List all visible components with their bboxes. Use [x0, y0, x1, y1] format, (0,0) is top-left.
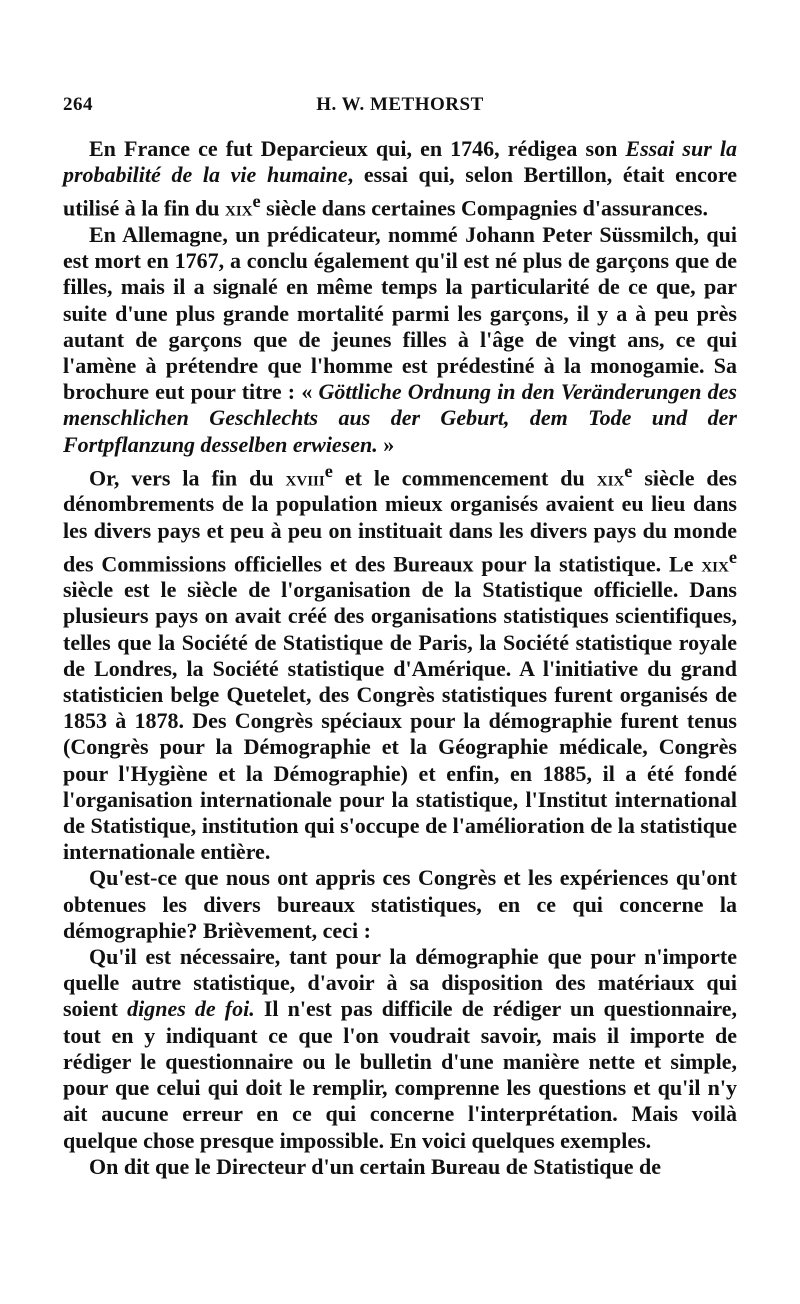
ordinal-superscript: e: [324, 460, 333, 481]
page-number: 264: [63, 94, 93, 115]
paragraph-census-history: Or, vers la fin du xviii$^e$ et le commencement du xix$^e$ siècle des dénombrements de la population mieux organisés avaient eu lieu dans les divers pays et peu à peu on instituait dans les divers pays du monde des Commissions officielles et des Bureaux pour la statistique. Le xix$^e$ siècle est le siècle de l'organisation de la Statistique officielle. Dans plusieurs pays on avait créé des organisations statistiques scientifiques, telles que la Société de Statistique de Paris, la Société statistique royale de Londres, la Société statistique d'Amérique. A l'initiative du grand statisticien belge Quetelet, des Congrès statistiques furent organisés de 1853 à 1878. Des Congrès spéciaux pour la démographie furent tenus (Congrès pour la Démographie et la Géographie médicale, Congrès pour l'Hygiène et la Démographie) et enfin, en 1885, il a été fondé l'organisation internationale pour la statistique, l'Institut international de Statistique, institution qui s'occupe de l'amélioration de la statistique internationale entière.: [63, 460, 737, 865]
ordinal-superscript: e: [624, 460, 633, 481]
century-numeral: xviii: [285, 465, 325, 491]
century-numeral: xix: [596, 465, 625, 491]
ordinal-superscript: e: [728, 546, 737, 567]
body-text: [63, 136, 737, 1180]
paragraph-materials: Qu'il est nécessaire, tant pour la démographie que pour n'importe quelle autre statistique, d'avoir à sa disposition des matériaux qui soient dignes de foi. Il n'est pas difficile de rédiger un questionnaire, tout en y indiquant ce que l'on voudrait savoir, mais il importe de rédiger le questionnaire ou le bulletin d'une manière nette et simple, pour que celui qui doit le remplir, comprenne les questions et qu'il n'y ait aucune erreur en ce qui concerne l'interprétation. Mais voilà quelque chose presque impossible. En voici quelques exemples.: [63, 944, 737, 1153]
emphasis: dignes de foi.: [127, 996, 255, 1022]
running-head: [63, 94, 737, 118]
work-title: Essai sur la probabilité de la vie humaine: [63, 136, 737, 188]
paragraph-sussmilch: En Allemagne, un prédicateur, nommé Johann Peter Süssmilch, qui est mort en 1767, a conclu également qu'il est né plus de garçons que de filles, mais il a signalé en même temps la particularité de ce que, par suite d'une plus grande mortalité parmi les garçons, il y a à peu près autant de garçons que de jeunes filles à l'âge de vingt ans, ce qui l'amène à prétendre que l'homme est prédestiné à la monogamie. Sa brochure eut pour titre : « Göttliche Ordnung in den Veränderungen des menschlichen Geschlechts aus der Geburt, dem Tode und der Fortpflanzung desselben erwiesen. »: [63, 221, 737, 457]
paragraph-deparcieux: En France ce fut Deparcieux qui, en 1746, rédigea son Essai sur la probabilité de la vie humaine, essai qui, selon Bertillon, était encore utilisé à la fin du xix$^e$ siècle dans certaines Compagnies d'assurances.: [63, 136, 737, 221]
paragraph-director: On dit que le Directeur d'un certain Bureau de Statistique de: [89, 1153, 662, 1179]
century-numeral: xix: [701, 551, 729, 577]
paragraph-question: Qu'est-ce que nous ont appris ces Congrès et les expériences qu'ont obtenues les divers bureaux statistiques, en ce qui concerne la démographie? Brièvement, ceci :: [63, 865, 737, 943]
work-title: Göttliche Ordnung in den Veränderungen des menschlichen Geschlechts aus der Geburt, dem Tode und der Fortpflanzung desselben erwiesen.: [63, 379, 737, 457]
century-numeral: xix: [224, 195, 253, 221]
ordinal-superscript: e: [252, 191, 261, 212]
running-title: H. W. METHORST: [316, 94, 484, 115]
